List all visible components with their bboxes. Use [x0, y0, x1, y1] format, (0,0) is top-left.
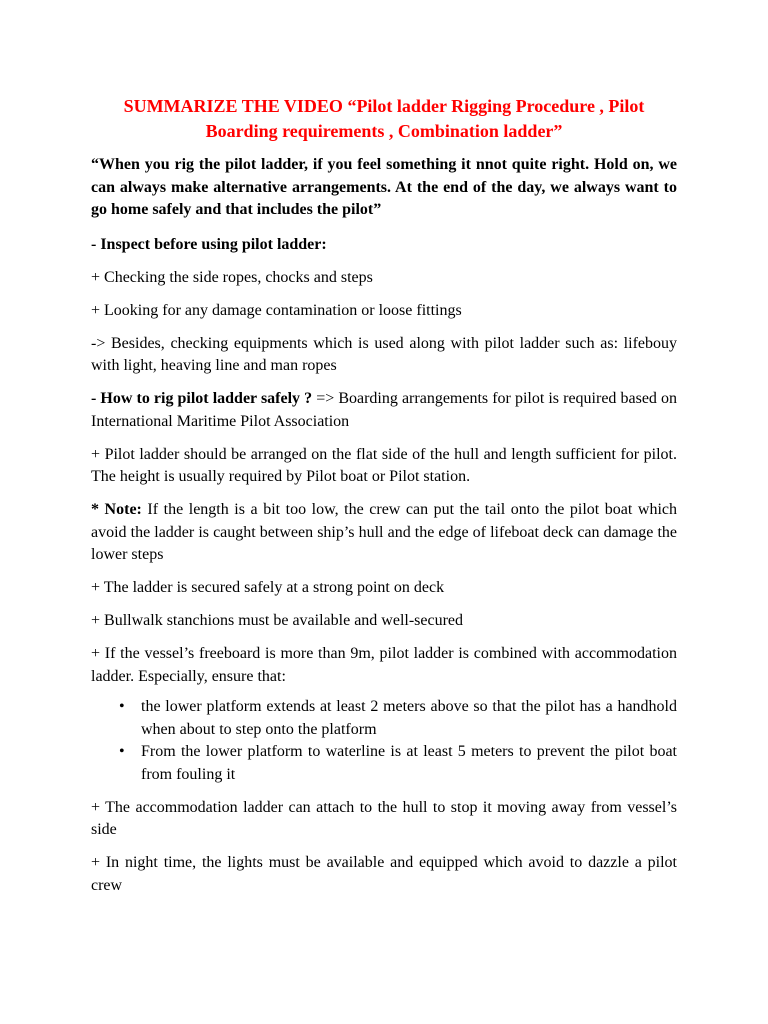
rig-item-freeboard: + If the vessel’s freeboard is more than 9m, pilot ladder is combined with accommodation ladder. Especially, ensure that:: [91, 645, 677, 685]
note-paragraph: [91, 499, 677, 567]
rig-item-attach-hull: + The accommodation ladder can attach to the hull to stop it moving away from vessel’s side: [91, 798, 677, 838]
bullet-text: From the lower platform to waterline is at least 5 meters to prevent the pilot boat from fouling it: [141, 743, 677, 783]
rig-heading-rest: => Boarding arrangements for pilot is required based on International Maritime Pilot Association: [91, 390, 677, 430]
inspect-item-side-ropes: + Checking the side ropes, chocks and steps: [91, 268, 373, 286]
bullet-dot-icon: •: [119, 743, 125, 760]
besides-paragraph: -> Besides, checking equipments which is used along with pilot ladder such as: lifebouy with light, heaving line and man ropes: [91, 334, 677, 374]
bullet-text: the lower platform extends at least 2 meters above so that the pilot has a handhold when about to step onto the platform: [141, 698, 677, 738]
rig-item-secured: + The ladder is secured safely at a strong point on deck: [91, 579, 445, 596]
bullet-item: [119, 741, 677, 786]
note-label: * Note:: [91, 501, 142, 518]
rig-heading-paragraph: [91, 388, 677, 433]
inspect-heading: - Inspect before using pilot ladder:: [91, 235, 327, 253]
rig-item-night-lights: + In night time, the lights must be available and equipped which avoid to dazzle a pilot crew: [91, 854, 677, 894]
quote-paragraph: “When you rig the pilot ladder, if you feel something it nnot quite right. Hold on, we can always make alternative arrangements. At the end of the day, we always want to go home safely and that includes the pilot”: [91, 156, 677, 218]
bullet-item: [119, 696, 677, 741]
note-text: If the length is a bit too low, the crew can put the tail onto the pilot boat which avoid the ladder is caught between ship’s hull and the edge of lifeboat deck can damage the lower steps: [91, 501, 677, 563]
rig-item-flat-side: + Pilot ladder should be arranged on the flat side of the hull and length sufficient for pilot. The height is usually required by Pilot boat or Pilot station.: [91, 445, 677, 485]
combination-ladder-bullets: [91, 696, 677, 786]
rig-item-stanchions: + Bullwalk stanchions must be available and well-secured: [91, 612, 464, 629]
rig-heading-bold: - How to rig pilot ladder safely ?: [91, 390, 313, 407]
document-title: SUMMARIZE THE VIDEO “Pilot ladder Rigging Procedure , Pilot Boarding requirements , Combination ladder”: [123, 96, 645, 141]
bullet-dot-icon: •: [119, 698, 125, 715]
inspect-item-damage: + Looking for any damage contamination or loose fittings: [91, 301, 462, 319]
